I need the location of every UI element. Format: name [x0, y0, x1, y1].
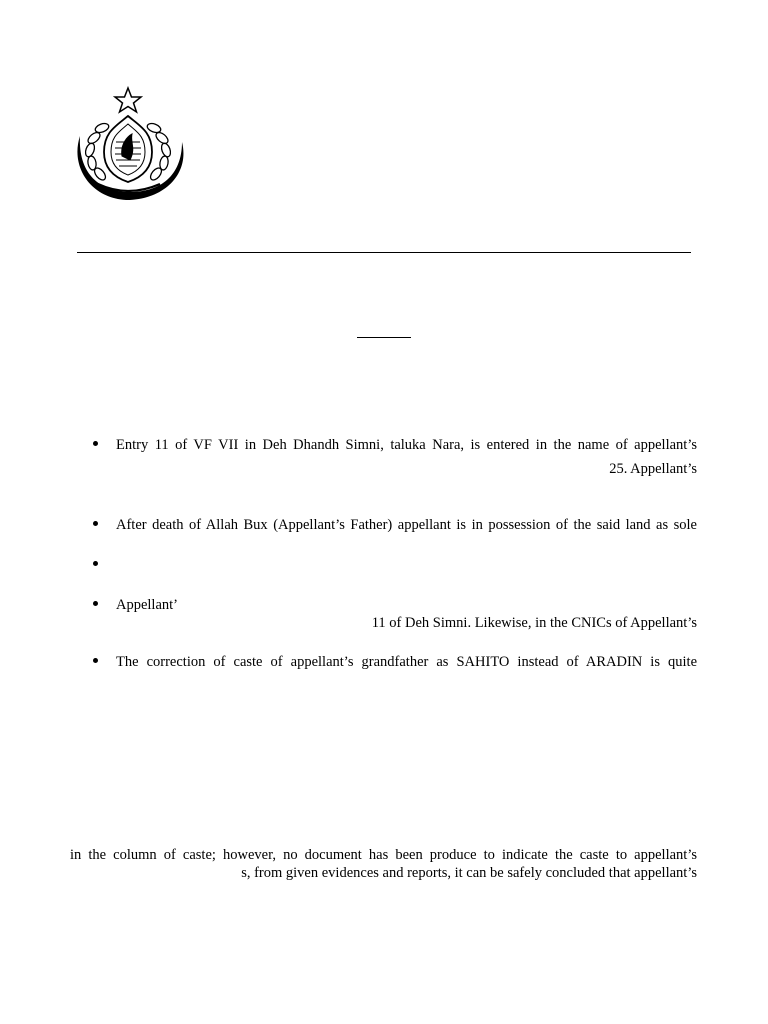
bullet-icon: [92, 657, 100, 665]
bullet-icon: [92, 560, 100, 568]
closing-line-1: in the column of caste; however, no document has been produce to indicate the caste to appellant’s: [70, 847, 697, 863]
bullet-5-line-1: The correction of caste of appellant’s grandfather as SAHITO instead of ARADIN is quite: [116, 654, 697, 670]
title-underline: [357, 337, 411, 338]
closing-line-2: s, from given evidences and reports, it can be safely concluded that appellant’s: [241, 865, 697, 881]
bullet-4-line-1: Appellant’: [116, 597, 179, 613]
bullet-1-line-2: 25. Appellant’s: [609, 461, 697, 477]
bullet-4-line-2: 11 of Deh Simni. Likewise, in the CNICs of Appellant’s: [371, 615, 697, 631]
bullet-2-line-1: After death of Allah Bux (Appellant’s Father) appellant is in possession of the said land as sole: [116, 517, 697, 533]
bullet-icon: [92, 440, 100, 448]
header-divider: [77, 252, 691, 253]
bullet-1-line-1: Entry 11 of VF VII in Deh Dhandh Simni, taluka Nara, is entered in the name of appellant’s: [116, 437, 697, 453]
bullet-icon: [92, 520, 100, 528]
bullet-icon: [92, 600, 100, 608]
sindh-government-seal-icon: [68, 86, 198, 206]
